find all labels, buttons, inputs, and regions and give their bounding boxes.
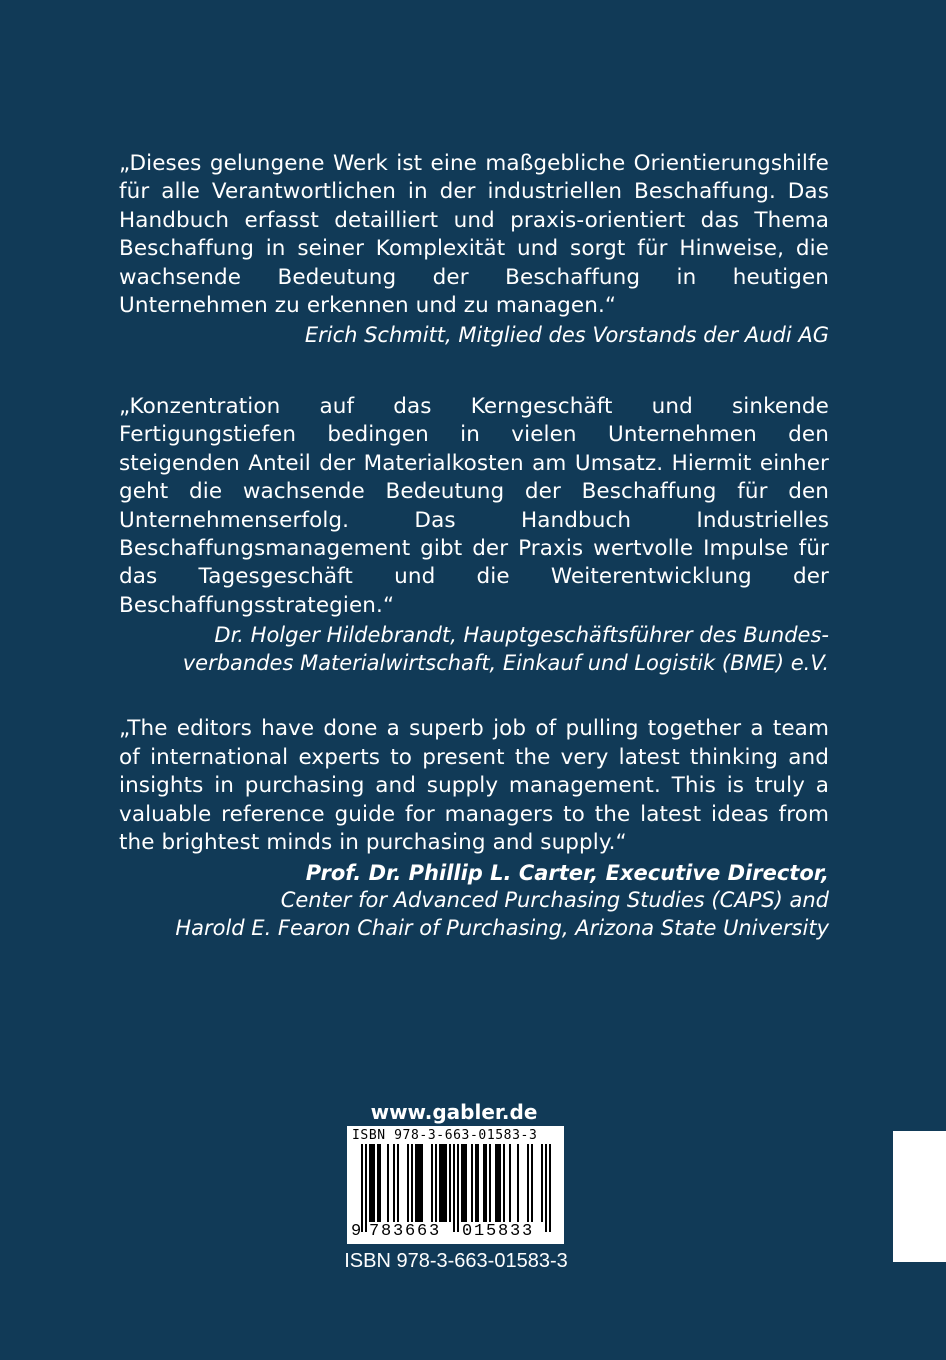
barcode-bar [453, 1144, 455, 1232]
barcode-bar [449, 1144, 451, 1222]
barcode-bar [387, 1144, 389, 1222]
barcode-bar [377, 1144, 379, 1222]
barcode-bar [527, 1144, 529, 1222]
barcode-bar [411, 1144, 413, 1222]
barcode-bar [465, 1144, 467, 1222]
barcode-bar [457, 1144, 459, 1232]
barcode-bar [541, 1144, 543, 1222]
publisher-url: www.gabler.de [370, 1100, 538, 1124]
review-quotes [119, 150, 829, 942]
barcode-bar [369, 1144, 371, 1222]
white-tab [893, 1131, 946, 1262]
barcode-isbn-label: ISBN 978-3-663-01583-3 [352, 1128, 538, 1143]
barcode-bar [445, 1144, 447, 1222]
barcode-bar [407, 1144, 409, 1222]
barcode-bar [495, 1144, 497, 1222]
barcode [347, 1126, 564, 1244]
barcode-digits [347, 1222, 564, 1242]
barcode-bar [373, 1144, 375, 1222]
quote-attribution-line-1: Dr. Holger Hildebrandt, Hauptgeschäftsführer des Bundes- [214, 623, 829, 648]
barcode-bar [361, 1144, 363, 1232]
barcode-bar [397, 1144, 399, 1222]
barcode-bar [365, 1144, 367, 1232]
barcode-bar [441, 1144, 443, 1222]
barcode-bar [443, 1144, 445, 1222]
barcode-bar [489, 1144, 491, 1222]
ean-left-digits: 783663 [369, 1222, 442, 1241]
barcode-bar [431, 1144, 433, 1222]
barcode-bar [439, 1144, 441, 1222]
quote-attribution-line-3: Harold E. Fearon Chair of Purchasing, Arizona State University [175, 915, 829, 940]
quote-text: „The editors have done a superb job of pulling together a team of international experts to present the very latest thinking and insights in purchasing and supply management. This is truly a valuable reference guide for managers to the latest ideas from the brightest minds in purchasing and supply.“ [119, 716, 829, 856]
quote-bme [119, 393, 829, 677]
isbn-number: ISBN 978-3-663-01583-3 [344, 1250, 568, 1272]
barcode-bar [421, 1144, 423, 1222]
quote-text: „Konzentration auf das Kerngeschäft und sinkende Fertigungstiefen bedingen in vielen Unternehmen den steigenden Anteil der Materialkosten am Umsatz. Hiermit einher geht die wachsende Bedeutung der Beschaffung für den Unternehmenserfolg. Das Handbuch Industrielles Beschaffungsmanagement gibt der Praxis wertvolle Impulse für das Tagesgeschäft und die Weiterentwicklung der Beschaffungsstrategien.“ [119, 394, 829, 618]
barcode-bar [485, 1144, 487, 1222]
barcode-bar [531, 1144, 533, 1222]
barcode-bar [415, 1144, 417, 1222]
quote-attribution: Erich Schmitt, Mitglied des Vorstands der Audi AG [304, 323, 829, 348]
barcode-bar [477, 1144, 479, 1222]
quote-attribution-line-2: Center for Advanced Purchasing Studies (CAPS) and [280, 888, 829, 913]
barcode-bar [549, 1144, 551, 1232]
barcode-bar [475, 1144, 477, 1222]
ean-right-digits: 015833 [462, 1222, 535, 1241]
barcode-bar [379, 1144, 381, 1222]
quote-attribution-line-2: verbandes Materialwirtschaft, Einkauf und Logistik (BME) e.V. [182, 650, 829, 675]
quote-audi [119, 150, 829, 350]
barcode-bar [461, 1144, 463, 1222]
barcode-bar [499, 1144, 501, 1222]
barcode-bar [545, 1144, 547, 1232]
barcode-bar [517, 1144, 519, 1222]
barcode-bar [497, 1144, 499, 1222]
quote-attribution-line-1: Prof. Dr. Phillip L. Carter, Executive Director, [305, 860, 829, 885]
barcode-bar [435, 1144, 437, 1222]
barcode-bar [371, 1144, 373, 1222]
barcode-bar [393, 1144, 395, 1222]
quote-caps [119, 715, 829, 942]
quote-text: „Dieses gelungene Werk ist eine maßgebliche Orientierungshilfe für alle Verantwortlichen in der industriellen Beschaffung. Das Handbuch erfasst detailliert und praxis-orientiert das Thema Beschaffung in seiner Komplexität und sorgt für Hinweise, die wachsende Bedeutung der Beschaffung in heutigen Unternehmen zu erkennen und zu managen.“ [119, 151, 829, 319]
barcode-bar [503, 1144, 505, 1222]
barcode-bar [509, 1144, 511, 1222]
ean-first-digit: 9 [351, 1222, 362, 1241]
barcode-bar [471, 1144, 473, 1222]
barcode-bar [483, 1144, 485, 1222]
barcode-bar [419, 1144, 421, 1222]
barcode-bar [417, 1144, 419, 1222]
barcode-bar [463, 1144, 465, 1222]
